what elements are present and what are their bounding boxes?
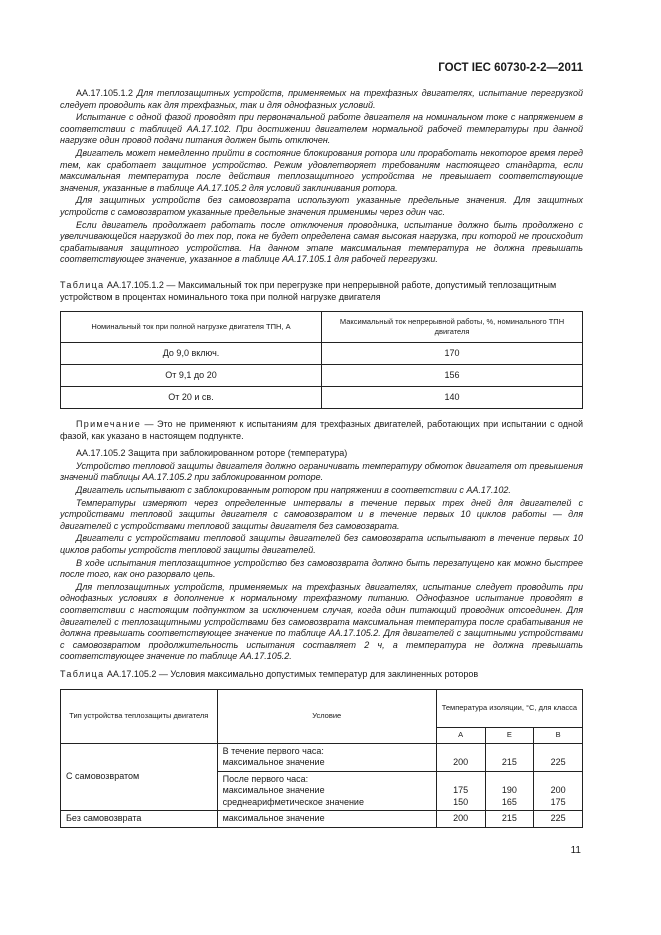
paragraph: Двигатель испытывают с заблокированным ротором при напряжении в соответствии с АА.17.102.	[76, 485, 511, 496]
table1-header-max-current: Максимальный ток непрерывной работы, %, номинального ТПН двигателя	[322, 312, 583, 343]
condition-cell	[217, 771, 436, 811]
device-type-cell: С самовозвратом	[61, 743, 218, 811]
table-row	[61, 743, 583, 771]
device-type-cell: Без самовозврата	[61, 811, 218, 828]
value: 150	[453, 796, 469, 807]
table-cell: 156	[322, 365, 583, 387]
document-body	[60, 88, 583, 828]
table1-caption	[60, 280, 583, 303]
condition-line: максимальное значение	[222, 757, 325, 768]
paragraph: В ходе испытания теплозащитное устройство без самовозврата должно быть перезапущено как можно быстрее после того, как оно разорвало цепь.	[60, 557, 583, 580]
paragraph: Если двигатель продолжает работать после отключения проводника, испытание должно быть продолжено с увеличивающейся нагрузкой до тех пор, пока не будет определена самая высокая нагрузка, при которой не происходит срабатывания защитного устройства. На данном этапе максимальная температура не должна превышать соответствующее значение, указанное в таблице АА.17.105.1 для рабочей перегрузки.	[60, 219, 583, 265]
table-label: Таблица	[60, 668, 105, 679]
table-row	[61, 811, 583, 828]
value: 190	[501, 785, 517, 796]
condition-cell: максимальное значение	[217, 811, 436, 828]
section-heading: АА.17.105.2 Защита при заблокированном роторе (температура)	[76, 448, 348, 459]
value-cell: 225	[534, 811, 583, 828]
document-header: ГОСТ IEC 60730-2-2—2011	[438, 62, 583, 74]
table-label: Таблица	[60, 279, 105, 290]
table-cell: От 20 и св.	[61, 387, 322, 409]
table2-header-temperature: Температура изоляции, °С, для класса	[436, 689, 582, 727]
class-e-header: Е	[485, 727, 534, 743]
caption-text: АА.17.105.1.2 — Максимальный ток при перегрузке при непрерывной работе, допустимый теплозащитным устройством в процентах номинального тока при полной нагрузке двигателя	[60, 279, 557, 302]
paragraph: Для защитных устройств без самовозврата используют указанные предельные значения. Для защитных устройств с самовозвратом указанные предельные значения применимы через один час.	[60, 195, 583, 217]
paragraph-105-1-2	[60, 88, 583, 111]
table-cell: 170	[322, 343, 583, 365]
condition-cell	[217, 743, 436, 771]
paragraph: Температуры измеряют через определенные интервалы в течение первых трех дней для двигателей с устройствами тепловой защиты двигателя с самовозвратом и в течение первых 10 циклов работы — для двигателей с устройствами тепловой защиты двигателя без самовозврата.	[60, 497, 583, 531]
condition-line: среднеарифметическое значение	[222, 796, 364, 807]
table2-header-type: Тип устройства теплозащиты двигателя	[61, 689, 218, 743]
table-row	[61, 387, 583, 409]
condition-line: В течение первого часа:	[222, 745, 324, 756]
caption-text: АА.17.105.2 — Условия максимально допустимых температур для заклиненных роторов	[104, 668, 479, 679]
table-row	[61, 343, 583, 365]
paragraph: Испытание с одной фазой проводят при первоначальной работе двигателя на номинальном токе с напряжением в соответствии с таблицей АА.17.102. При достижении двигателем нормальной рабочей температуры при данной нагрузке один провод подачи питания должен быть отключен.	[60, 112, 583, 146]
value-cell	[485, 771, 534, 811]
table-row	[61, 365, 583, 387]
table2-caption	[60, 669, 583, 681]
table1-header-rated-current: Номинальный ток при полной нагрузке двигателя ТПН, А	[61, 312, 322, 343]
paragraph: Двигатели с устройствами тепловой защиты двигателей без самовозврата испытывают в течение первых 10 циклов работы устройств тепловой защиты двигателей.	[60, 533, 583, 556]
table2-header-condition: Условие	[217, 689, 436, 743]
value-cell: 215	[485, 811, 534, 828]
value: 165	[501, 796, 517, 807]
condition-line: После первого часа:	[222, 773, 309, 784]
table-cell: 140	[322, 387, 583, 409]
note-label: Примечание	[76, 419, 142, 430]
paragraph: Двигатель может немедленно прийти в состояние блокирования ротора или проработать некоторое время перед тем, как сработает защитное устройство. Режим удовлетворяет требованиям настоящего стандарта, если максимальная температура после действия теплозащитного устройства не превышает соответствующие значения, указанные в таблице АА.17.105.2 для условий заклинивания ротора.	[60, 147, 583, 193]
paragraph-text: Для теплозащитных устройств, применяемых на трехфазных двигателях, испытание перегрузкой следует проводить как для трехфазных, так и для однофазных условий.	[60, 88, 583, 110]
table-cell: От 9,1 до 20	[61, 365, 322, 387]
table-locked-rotor-temperatures	[60, 689, 583, 828]
table-overload-current	[60, 311, 583, 409]
class-a-header: А	[436, 727, 485, 743]
table-cell: До 9,0 включ.	[61, 343, 322, 365]
note-text: — Это не применяют к испытаниям для трехфазных двигателей, работающих при испытании с одной фазой, как указано в настоящем подпункте.	[60, 419, 583, 441]
value-cell: 200	[436, 743, 485, 771]
clause-number: АА.17.105.1.2	[76, 88, 134, 98]
condition-line: максимальное значение	[222, 785, 325, 796]
paragraph: Устройство тепловой защиты двигателя должно ограничивать температуру обмоток двигателя от превышения значений таблицы АА.17.105.2 при заблокированном роторе.	[60, 460, 583, 483]
paragraph: Для теплозащитных устройств, применяемых на трехфазных двигателях, испытание следует проводить при однофазных условиях в дополнение к нормальному трехфазному питанию. Однофазное испытание проводят в соответствии с настоящим подпунктом за исключением случая, когда один питающий проводник отсоединен. Для двигателей с теплозащитными устройствами без самовозврата максимальная температура после срабатывания не должна превышать соответствующее значение по таблице АА.17.105.2. Для двигателей с защитными устройствами с самовозвратом продолжительность испытания составляет 2 ч, а температура не должна превышать соответствующее значение по таблице АА.17.105.2.	[60, 581, 583, 662]
value-cell: 215	[485, 743, 534, 771]
value: 175	[453, 785, 469, 796]
value: 200	[550, 785, 566, 796]
table-note	[60, 419, 583, 442]
value-cell	[436, 771, 485, 811]
value-cell: 200	[436, 811, 485, 828]
page-number: 11	[570, 845, 581, 856]
class-b-header: В	[534, 727, 583, 743]
value-cell	[534, 771, 583, 811]
value-cell: 225	[534, 743, 583, 771]
value: 175	[550, 796, 566, 807]
